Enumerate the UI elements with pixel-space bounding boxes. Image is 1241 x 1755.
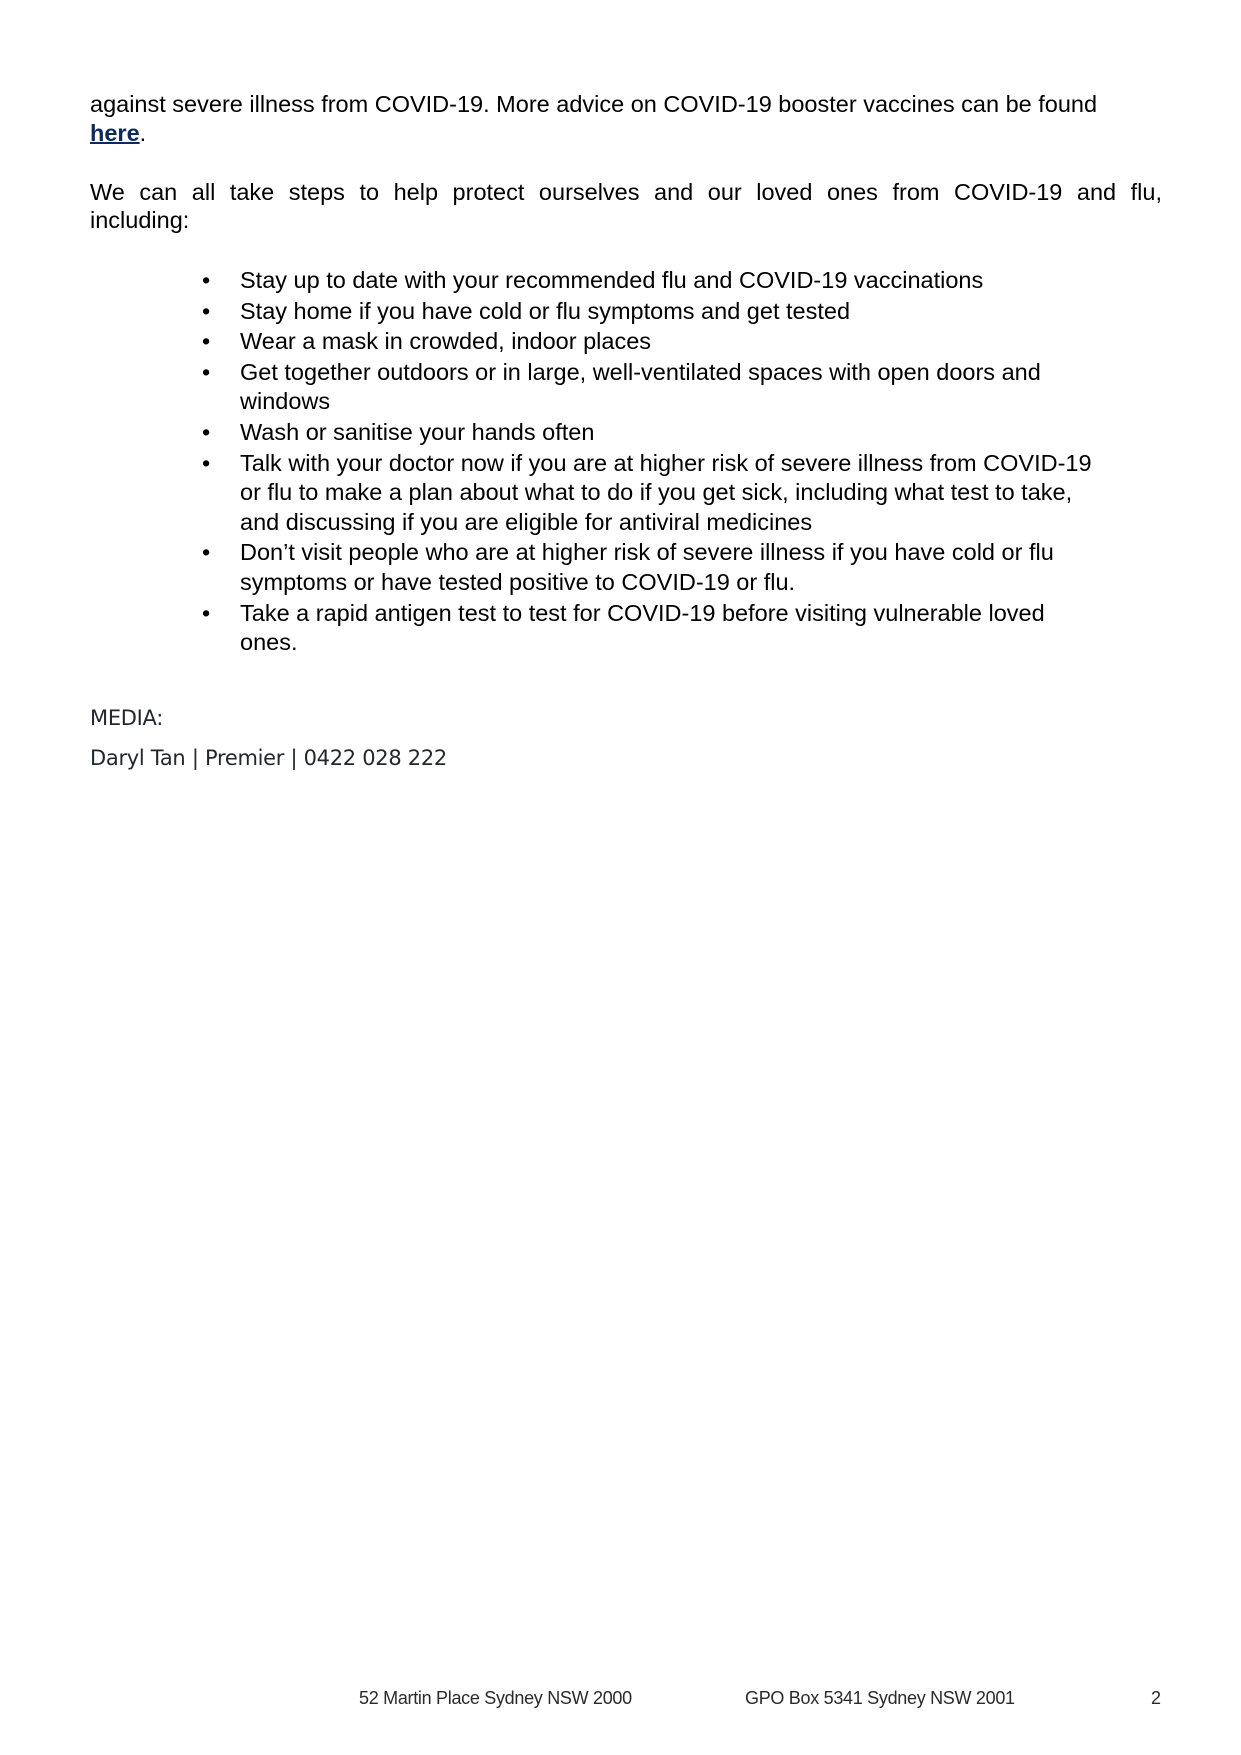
bullet-icon: • [202,449,211,476]
booster-advice-link[interactable]: here [90,120,140,146]
bullet-icon: • [202,297,211,324]
footer-street-address: 52 Martin Place Sydney NSW 2000 [359,1688,632,1708]
list-item-line: or flu to make a plan about what to do if you get sick, including what test to take, [240,479,1073,506]
paragraph-1-line-2 [90,118,146,148]
list-item-line: Wear a mask in crowded, indoor places [240,328,652,355]
list-item-line: Don’t visit people who are at higher risk of severe illness if you have cold or flu [240,539,1054,566]
bullet-icon: • [202,267,211,293]
list-item-line: Get together outdoors or in large, well-ventilated spaces with open doors and [240,358,1041,385]
paragraph-2-line-1: We can all take steps to help protect ourselves and our loved ones from COVID-19 and flu, [90,179,1162,205]
list-item-line: symptoms or have tested positive to COVID-19 or flu. [240,569,796,595]
page-number: 2 [1151,1688,1161,1708]
list-item-line: Wash or sanitise your hands often [240,419,595,445]
list-item-line: Take a rapid antigen test to test for COVID-19 before visiting vulnerable loved [240,599,1045,626]
paragraph-1-line-1: against severe illness from COVID-19. More advice on COVID-19 booster vaccines can be found [90,91,1098,117]
list-item-line: Stay home if you have cold or flu symptoms and get tested [240,297,851,324]
bullet-icon: • [202,539,211,566]
bullet-icon: • [202,419,211,445]
media-label: MEDIA: [90,706,164,730]
bullet-icon: • [202,599,211,626]
paragraph-2-line-2: including: [90,207,190,233]
media-contact: Daryl Tan | Premier | 0422 028 222 [90,746,447,770]
footer-postal-address: GPO Box 5341 Sydney NSW 2001 [745,1688,1015,1708]
list-item-line: windows [240,388,331,415]
list-item-line: and discussing if you are eligible for antiviral medicines [240,508,813,535]
list-item-line: ones. [240,629,298,656]
bullet-icon: • [202,328,211,355]
list-item-line: Talk with your doctor now if you are at higher risk of severe illness from COVID-19 [240,449,1092,476]
period: . [139,120,147,146]
bullet-icon: • [202,358,211,385]
list-item-line: Stay up to date with your recommended flu and COVID-19 vaccinations [240,267,984,293]
